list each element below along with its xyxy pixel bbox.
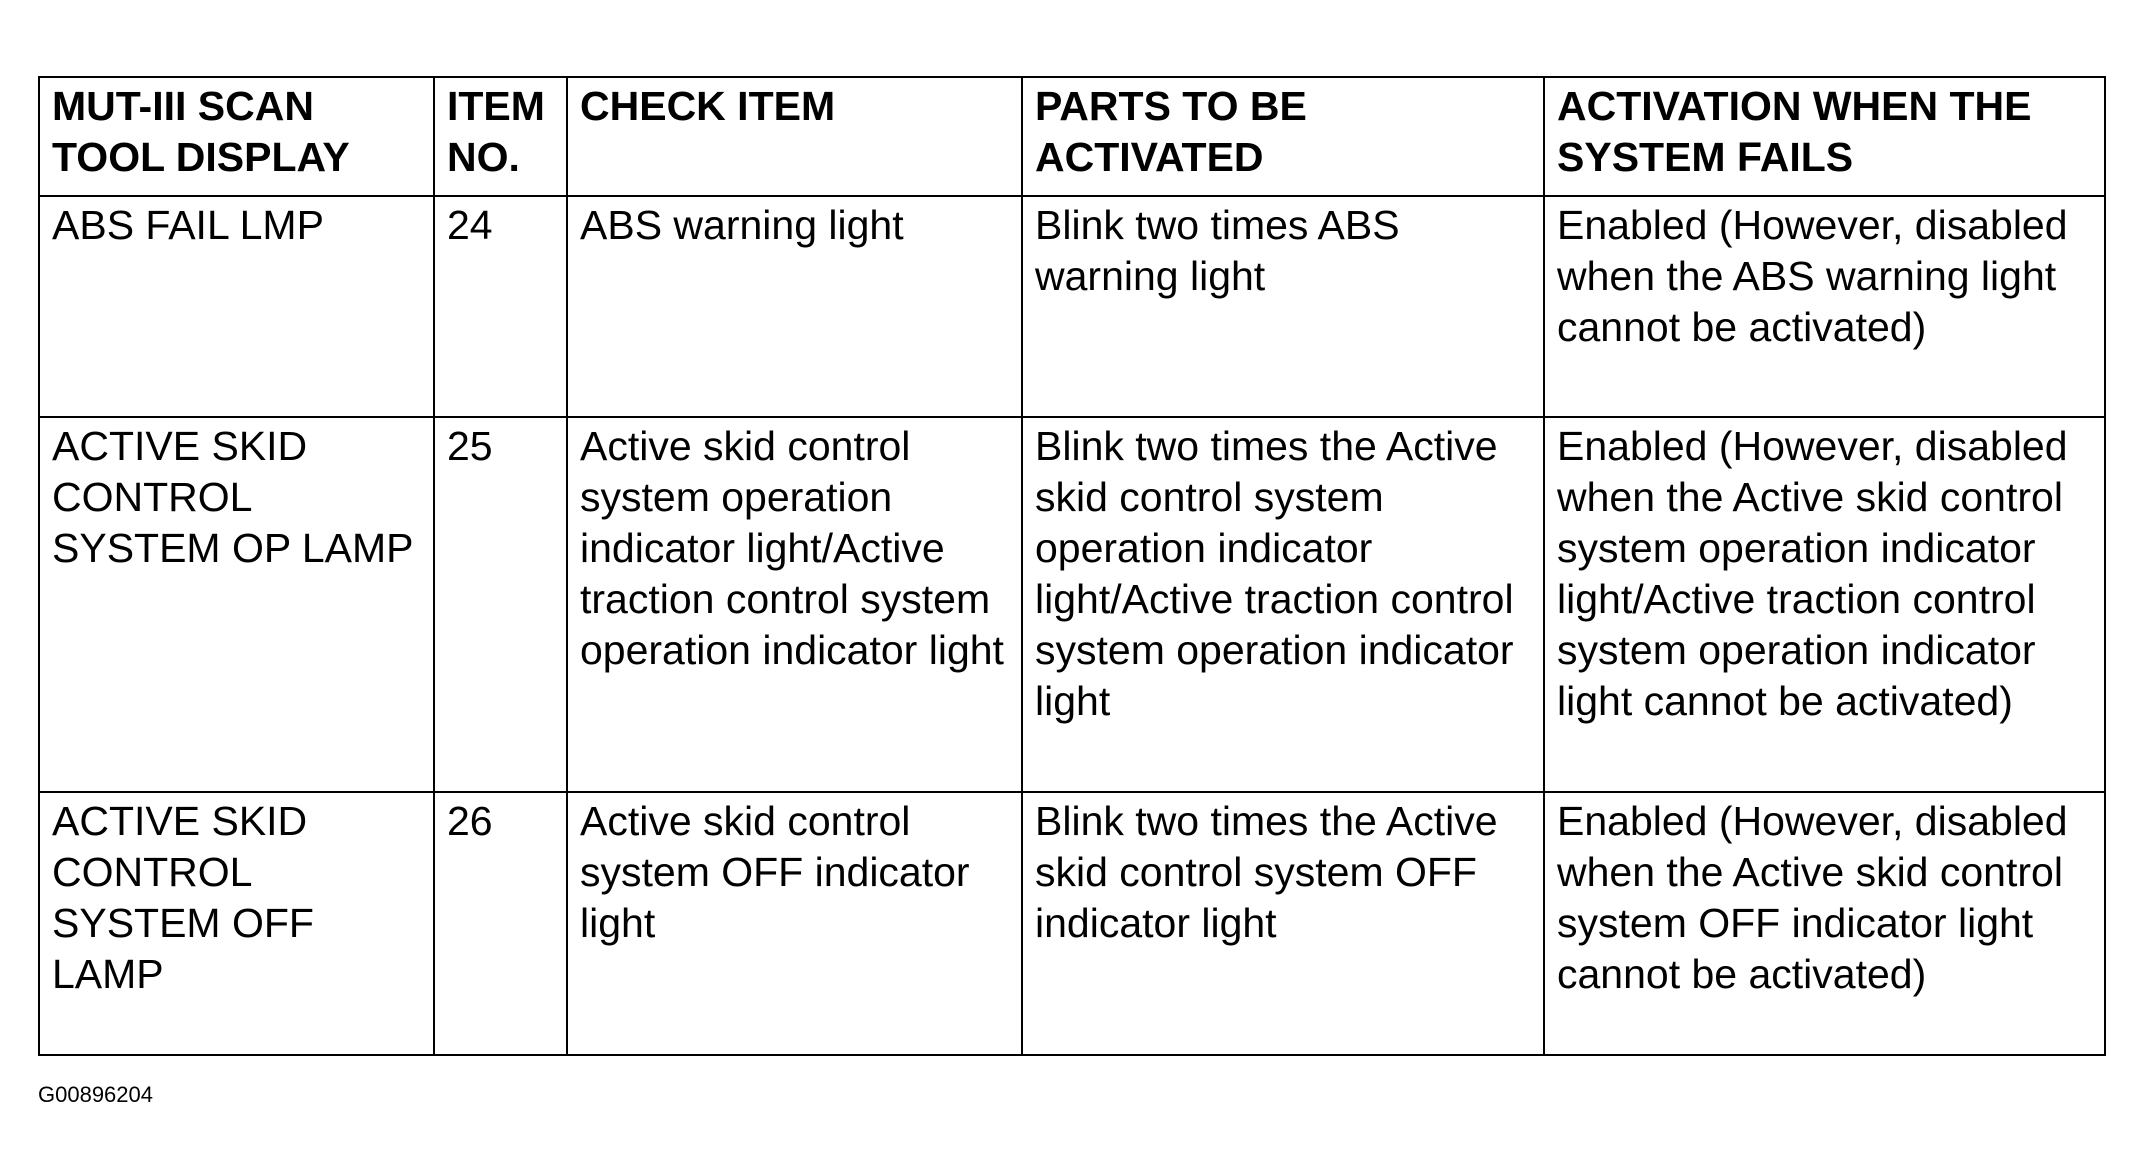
header-parts-to-be-activated: PARTS TO BE ACTIVATED [1022, 77, 1544, 196]
table-row [39, 196, 2105, 417]
header-scan-tool-display: MUT-III SCAN TOOL DISPLAY [39, 77, 434, 196]
cell-scan-tool-display: ACTIVE SKID CONTROL SYSTEM OFF LAMP [39, 792, 434, 1055]
cell-parts-to-be-activated: Blink two times ABS warning light [1022, 196, 1544, 417]
cell-parts-to-be-activated: Blink two times the Active skid control system operation indicator light/Active traction control system operation indicator light [1022, 417, 1544, 792]
cell-check-item: ABS warning light [567, 196, 1022, 417]
header-check-item: CHECK ITEM [567, 77, 1022, 196]
header-item-no: ITEM NO. [434, 77, 567, 196]
cell-scan-tool-display: ABS FAIL LMP [39, 196, 434, 417]
cell-activation-when-fails: Enabled (However, disabled when the Active skid control system OFF indicator light cannot be activated) [1544, 792, 2105, 1055]
cell-item-no: 26 [434, 792, 567, 1055]
cell-item-no: 24 [434, 196, 567, 417]
cell-parts-to-be-activated: Blink two times the Active skid control system OFF indicator light [1022, 792, 1544, 1055]
actuator-test-table [38, 76, 2106, 1056]
table-header-row [39, 77, 2105, 196]
cell-activation-when-fails: Enabled (However, disabled when the Active skid control system operation indicator light/Active traction control system operation indicator light cannot be activated) [1544, 417, 2105, 792]
figure-code: G00896204 [38, 1082, 153, 1107]
cell-check-item: Active skid control system operation indicator light/Active traction control system operation indicator light [567, 417, 1022, 792]
table-row [39, 792, 2105, 1055]
cell-check-item: Active skid control system OFF indicator light [567, 792, 1022, 1055]
table-row [39, 417, 2105, 792]
cell-item-no: 25 [434, 417, 567, 792]
cell-activation-when-fails: Enabled (However, disabled when the ABS warning light cannot be activated) [1544, 196, 2105, 417]
cell-scan-tool-display: ACTIVE SKID CONTROL SYSTEM OP LAMP [39, 417, 434, 792]
header-activation-when-fails: ACTIVATION WHEN THE SYSTEM FAILS [1544, 77, 2105, 196]
